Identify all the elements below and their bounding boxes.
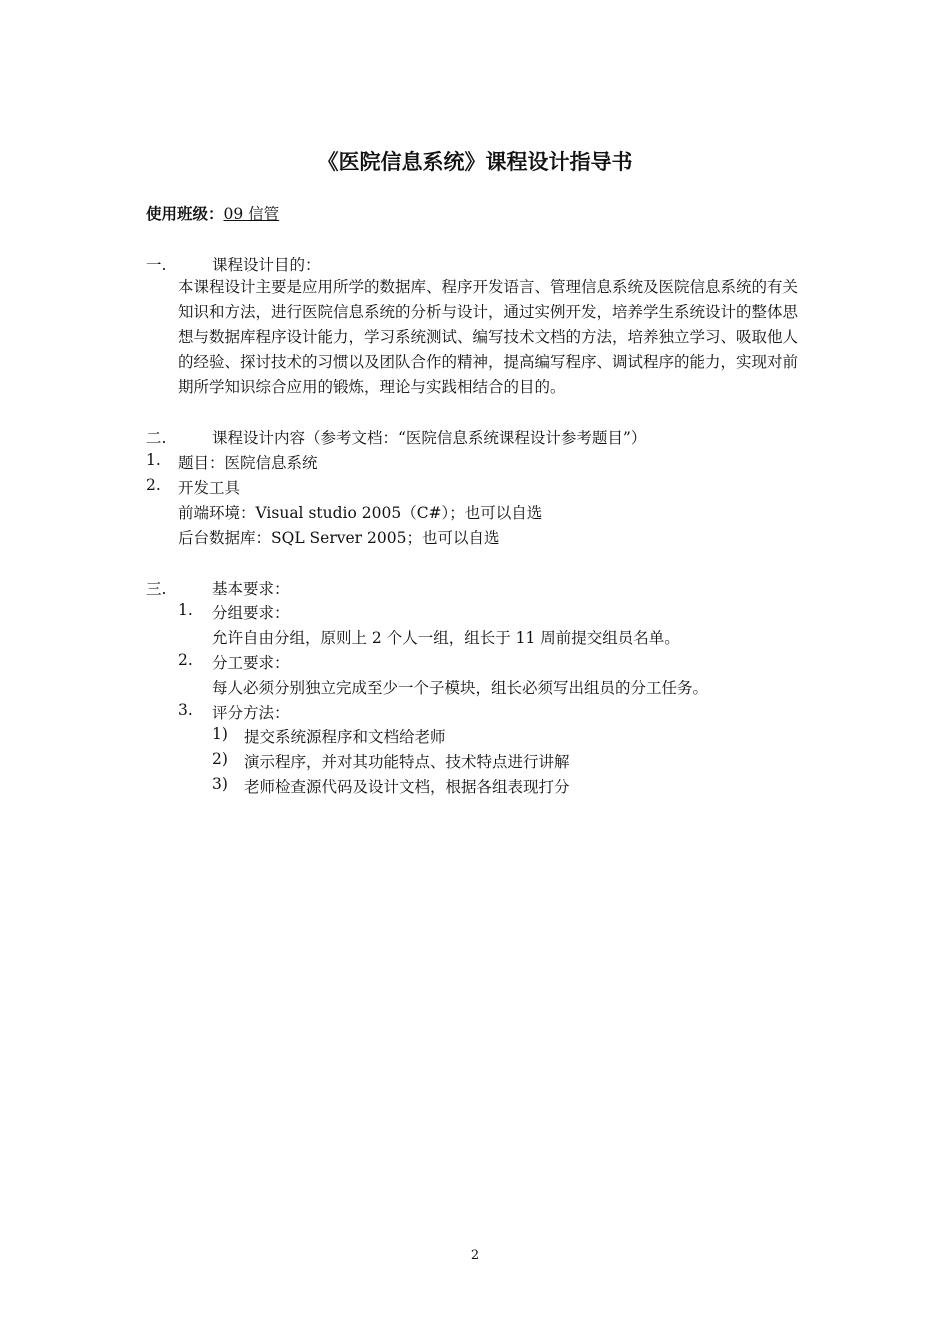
section-2-item-text: 开发工具: [178, 479, 241, 497]
scoring-item-number: 1): [212, 725, 228, 743]
tool-line-database: 后台数据库：SQL Server 2005；也可以自选: [178, 529, 500, 547]
section-1-number: 一.: [146, 256, 167, 274]
requirement-body: 每人必须分别独立完成至少一个子模块，组长必须写出组员的分工任务。: [212, 679, 709, 697]
section-2-heading: 课程设计内容（参考文档：“医院信息系统课程设计参考题目”）: [212, 429, 647, 447]
section-2-item-text: 题目：医院信息系统: [178, 454, 318, 472]
section-2-item-number: 1.: [146, 451, 161, 469]
document-title: 《医院信息系统》课程设计指导书: [317, 150, 633, 174]
requirement-number: 1.: [178, 601, 193, 619]
scoring-item-text: 提交系统源程序和文档给老师: [244, 728, 446, 746]
requirement-number: 3.: [178, 701, 193, 719]
scoring-item-number: 3): [212, 775, 228, 793]
requirement-number: 2.: [178, 651, 193, 669]
section-2-item-number: 2.: [146, 476, 161, 494]
section-1-body: 本课程设计主要是应用所学的数据库、程序开发语言、管理信息系统及医院信息系统的有关知识和方法，进行医院信息系统的分析与设计，通过实例开发，培养学生系统设计的整体思想与数据库程序设计能力，学习系统测试、编写技术文档的方法，培养独立学习、吸取他人的经验、探讨技术的习惯以及团队合作的精神，提高编写程序、调试程序的能力，实现对前期所学知识综合应用的锻炼，理论与实践相结合的目的。: [178, 278, 799, 396]
requirement-body: 允许自由分组，原则上 2 个人一组，组长于 11 周前提交组员名单。: [212, 629, 680, 647]
class-line: [146, 202, 279, 224]
section-1-heading: 课程设计目的：: [212, 256, 321, 274]
class-label: 使用班级：: [146, 205, 224, 223]
section-3-number: 三.: [146, 580, 167, 598]
scoring-item-number: 2): [212, 750, 228, 768]
requirement-title: 分工要求：: [212, 654, 290, 672]
scoring-item-text: 老师检查源代码及设计文档，根据各组表现打分: [244, 778, 570, 796]
section-3-heading: 基本要求：: [212, 580, 290, 598]
page-number: 2: [470, 1248, 480, 1263]
tool-line-frontend: 前端环境：Visual studio 2005（C#）；也可以自选: [178, 504, 543, 522]
class-value: 09 信管: [223, 205, 280, 223]
scoring-item-text: 演示程序，并对其功能特点、技术特点进行讲解: [244, 753, 570, 771]
requirement-title: 评分方法：: [212, 704, 290, 722]
section-2-number: 二.: [146, 429, 167, 447]
requirement-title: 分组要求：: [212, 604, 290, 622]
